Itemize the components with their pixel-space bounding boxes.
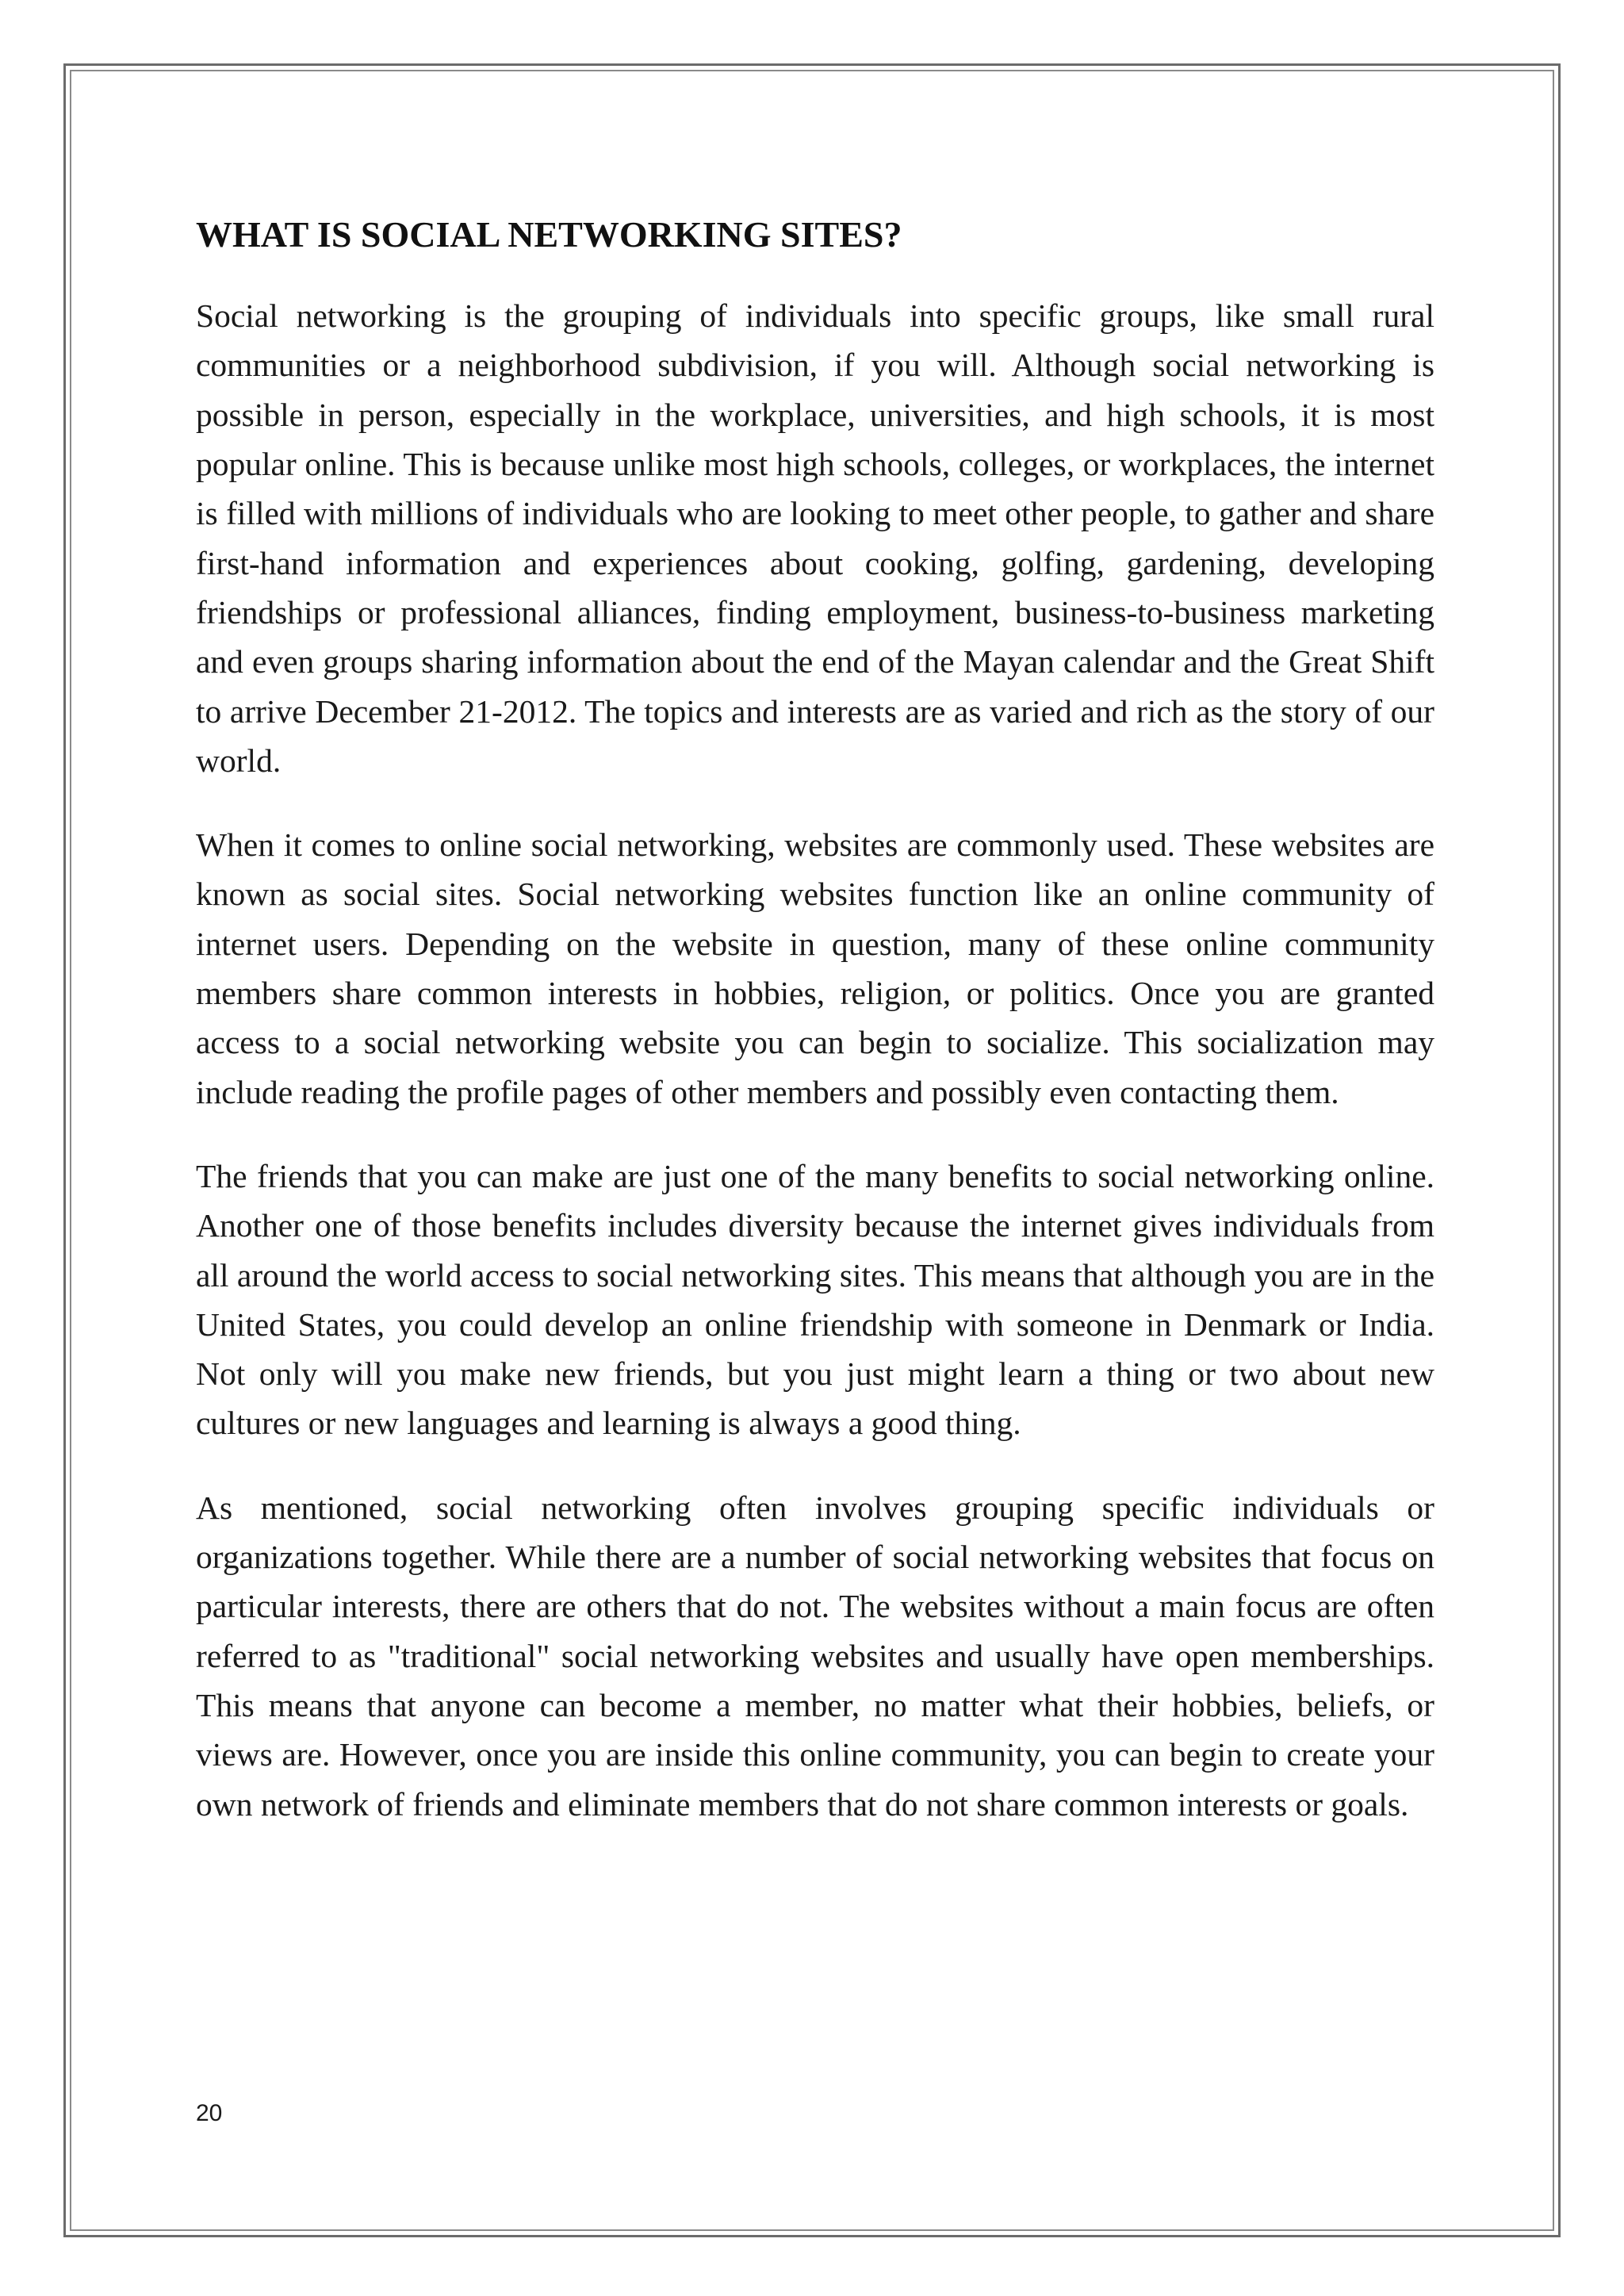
paragraph-4: As mentioned, social networking often involves grouping specific individuals or organizations together. While there are a number of social networking websites that focus on particular interests, there are others that do not. The websites without a main focus are often referred to as "traditional" social networking websites and usually have open memberships. This means that anyone can become a member, no matter what their hobbies, beliefs, or views are. However, once you are inside this online community, you can begin to create your own network of friends and eliminate members that do not share common interests or goals. bbox=[196, 1489, 1434, 1823]
page-number: 20 bbox=[196, 2100, 223, 2126]
page-heading: WHAT IS SOCIAL NETWORKING SITES? bbox=[196, 214, 902, 255]
paragraph-1: Social networking is the grouping of individuals into specific groups, like small rural communities or a neighborhood subdivision, if you will. Although social networking is possible in person, especially in the workplace, universities, and high schools, it is most popular online. This is because unlike most high schools, colleges, or workplaces, the internet is filled with millions of individuals who are looking to meet other people, to gather and share first-hand information and experiences about cooking, golfing, gardening, developing friendships or professional alliances, finding employment, business-to-business marketing and even groups sharing information about the end of the Mayan calendar and the Great Shift to arrive December 21-2012. The topics and interests are as varied and rich as the story of our world. bbox=[196, 297, 1434, 779]
paragraph-2: When it comes to online social networking, websites are commonly used. These websites are known as social sites. Social networking websites function like an online community of internet users. Depending on the website in question, many of these online community members share common interests in hobbies, religion, or politics. Once you are granted access to a social networking website you can begin to socialize. This socialization may include reading the profile pages of other members and possibly even contacting them. bbox=[196, 826, 1434, 1110]
paragraph-3: The friends that you can make are just one of the many benefits to social networking online. Another one of those benefits includes diversity because the internet gives individuals from all around the world access to social networking sites. This means that although you are in the United States, you could develop an online friendship with someone in Denmark or India. Not only will you make new friends, but you just might learn a thing or two about new cultures or new languages and learning is always a good thing. bbox=[196, 1157, 1434, 1442]
page-content bbox=[196, 213, 1434, 1864]
